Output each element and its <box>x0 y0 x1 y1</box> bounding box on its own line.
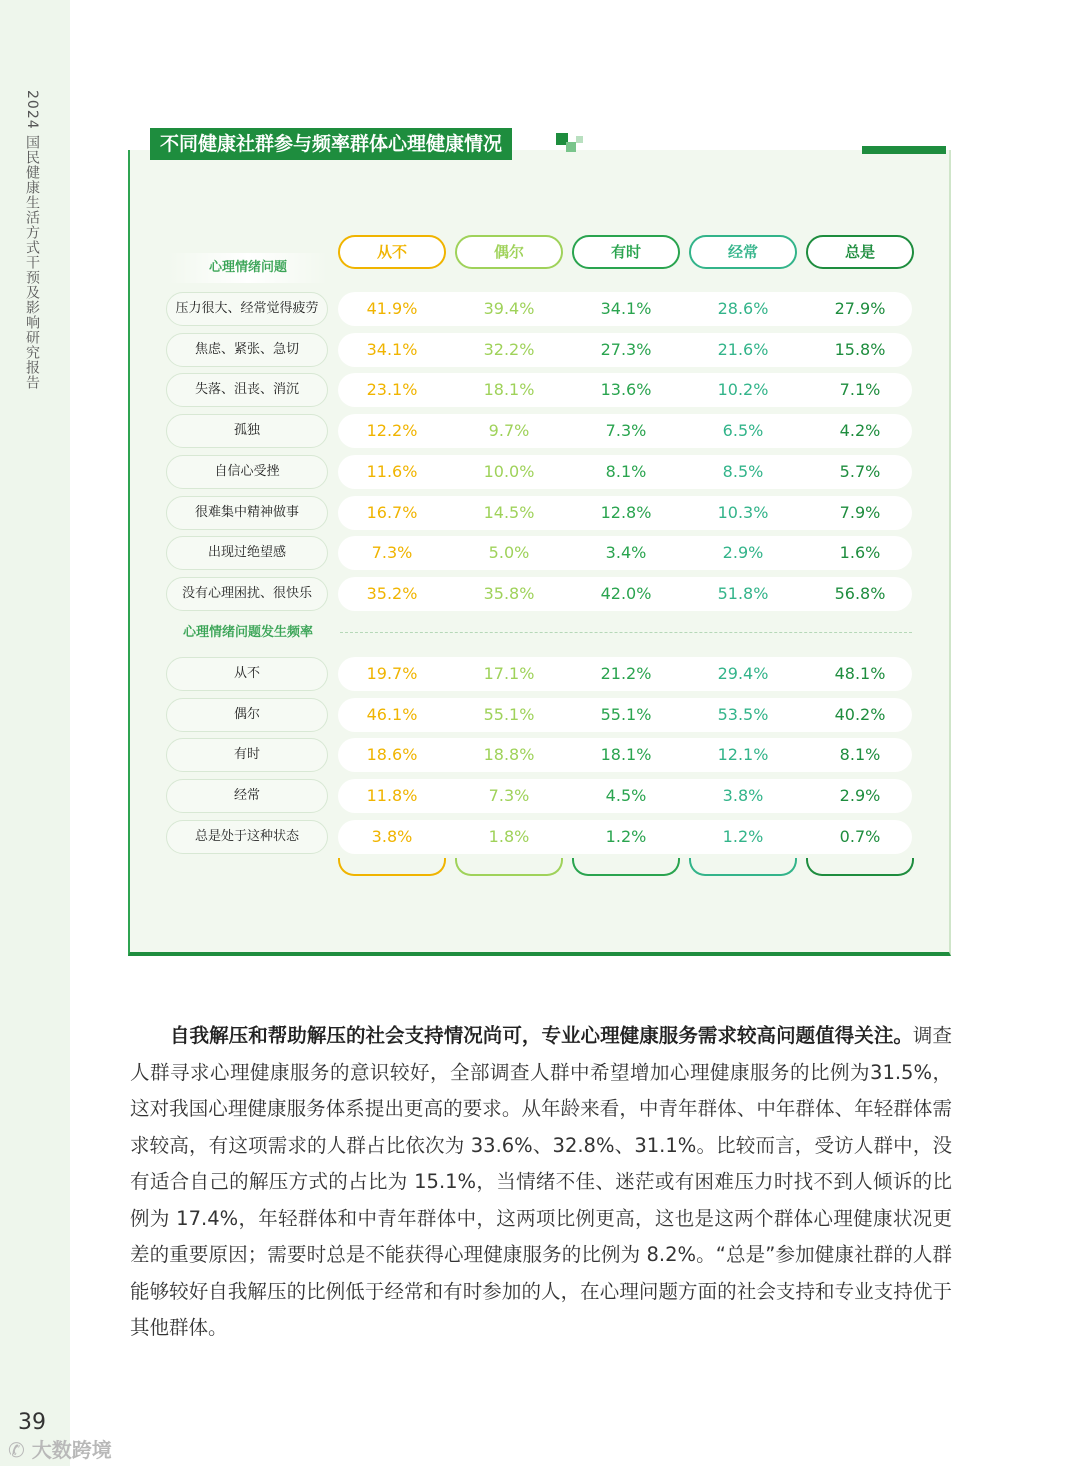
table-cell: 48.1% <box>834 664 886 683</box>
table-cell: 3.8% <box>722 786 764 806</box>
table-cell: 2.9% <box>722 543 764 563</box>
table-cell: 51.8% <box>717 583 769 603</box>
table-cell: 7.3% <box>488 786 530 806</box>
table-row <box>166 455 912 489</box>
table-cell: 35.8% <box>483 583 535 603</box>
table-row <box>166 698 912 732</box>
table-cell: 14.5% <box>483 502 535 522</box>
table-cell: 15.8% <box>834 339 886 359</box>
table-cell: 16.7% <box>366 502 418 522</box>
table-cell: 53.5% <box>717 704 769 724</box>
table-cell: 7.9% <box>839 502 881 522</box>
column-footer <box>689 858 797 876</box>
table-cell: 1.2% <box>722 826 764 846</box>
table-cell: 56.8% <box>834 583 886 603</box>
table-row <box>166 333 912 367</box>
section-label: 心理情绪问题 <box>168 253 328 283</box>
table-row <box>166 779 912 813</box>
section-divider <box>340 632 912 633</box>
row-label: 从不 <box>166 657 328 691</box>
table-cell: 46.1% <box>366 704 418 724</box>
row-label: 偶尔 <box>166 698 328 732</box>
table-cell: 7.1% <box>839 380 881 400</box>
table-cell: 2.9% <box>839 786 881 806</box>
body-text: 调查人群寻求心理健康服务的意识较好，全部调查人群中希望增加心理健康服务的比例为31.5%，这对我国心理健康服务体系提出更高的要求。从年龄来看，中青年群体、中年群体、年轻群体需求较高，有这项需求的人群占比依次为 33.6%、32.8%、31.1%。比较而言，受访人群中，没有适合自己的解压方式的占比为 15.1%，当情绪不佳、迷茫或有困难压力时找不到人倾诉的比例为 17.4%，年轻群体和中青年群体中，这两项比例更高，这也是这两个群体心理健康状况更差的重要原因；需要时总是不能获得心理健康服务的比例为 8.2%。“总是”参加健康社群的人群能够较好自我解压的比例低于经常和有时参加的人，在心理问题方面的社会支持和专业支持优于其他群体。 <box>130 1024 952 1339</box>
row-label: 有时 <box>166 738 328 772</box>
table-cell: 12.2% <box>366 421 418 441</box>
table-cell: 8.1% <box>605 461 647 481</box>
table-cell: 10.3% <box>717 502 769 522</box>
table-cell: 9.7% <box>488 421 530 441</box>
table-cell: 19.7% <box>366 664 418 683</box>
table-cell: 18.8% <box>483 745 535 765</box>
table-cell: 13.6% <box>600 380 652 400</box>
card-corner-tab <box>862 146 946 154</box>
watermark-logo-icon: ✆ <box>8 1438 32 1462</box>
row-label: 失落、沮丧、消沉 <box>166 373 328 407</box>
table-cell: 11.6% <box>366 461 418 481</box>
page-number: 39 <box>18 1410 46 1435</box>
column-header: 经常 <box>689 235 797 269</box>
table-cell: 6.5% <box>722 421 764 441</box>
table-cell: 5.0% <box>488 543 530 563</box>
watermark-text: 大数跨境 <box>31 1438 112 1462</box>
table-cell: 29.4% <box>717 664 769 683</box>
row-label: 压力很大、经常觉得疲劳 <box>166 292 328 326</box>
table-cell: 18.6% <box>366 745 418 765</box>
table-cell: 27.9% <box>834 299 886 318</box>
row-label: 出现过绝望感 <box>166 536 328 570</box>
table-cell: 10.2% <box>717 380 769 400</box>
table-row <box>166 292 912 326</box>
table-row <box>166 738 912 772</box>
table-row <box>166 577 912 611</box>
body-lead: 自我解压和帮助解压的社会支持情况尚可，专业心理健康服务需求较高问题值得关注。 <box>170 1024 913 1047</box>
table-cell: 34.1% <box>600 299 652 318</box>
table-row <box>166 536 912 570</box>
column-footer <box>338 858 446 876</box>
column-header: 从不 <box>338 235 446 269</box>
table-cell: 32.2% <box>483 339 535 359</box>
body-paragraph <box>130 1018 952 1347</box>
table-row <box>166 496 912 530</box>
table-cell: 4.5% <box>605 786 647 806</box>
row-label: 自信心受挫 <box>166 455 328 489</box>
row-label: 焦虑、紧张、急切 <box>166 333 328 367</box>
table-cell: 17.1% <box>483 664 535 683</box>
watermark <box>8 1434 112 1463</box>
table-cell: 23.1% <box>366 380 418 400</box>
table-title: 不同健康社群参与频率群体心理健康情况 <box>150 128 512 160</box>
table-row <box>166 657 912 691</box>
section-label: 心理情绪问题发生频率 <box>182 625 313 640</box>
table-cell: 21.2% <box>600 664 652 683</box>
table-cell: 39.4% <box>483 299 535 318</box>
table-cell: 35.2% <box>366 583 418 603</box>
table-cell: 7.3% <box>371 543 413 563</box>
table-cell: 42.0% <box>600 583 652 603</box>
row-label: 很难集中精神做事 <box>166 496 328 530</box>
report-title: 2024 国民健康生活方式干预及影响研究报告 <box>24 90 40 391</box>
title-deco-square-icon <box>566 142 576 152</box>
table-cell: 41.9% <box>366 299 418 318</box>
row-label: 孤独 <box>166 414 328 448</box>
table-cell: 1.8% <box>488 826 530 846</box>
row-label: 总是处于这种状态 <box>166 820 328 854</box>
table-cell: 28.6% <box>717 299 769 318</box>
column-header: 总是 <box>806 235 914 269</box>
table-cell: 7.3% <box>605 421 647 441</box>
column-footer <box>455 858 563 876</box>
column-footer <box>572 858 680 876</box>
table-cell: 34.1% <box>366 339 418 359</box>
table-cell: 55.1% <box>600 704 652 724</box>
column-footer <box>806 858 914 876</box>
table-row <box>166 414 912 448</box>
table-cell: 1.2% <box>605 826 647 846</box>
column-header: 偶尔 <box>455 235 563 269</box>
table-cell: 3.8% <box>371 826 413 846</box>
table-cell: 8.5% <box>722 461 764 481</box>
table-cell: 11.8% <box>366 786 418 806</box>
table-cell: 18.1% <box>600 745 652 765</box>
table-cell: 0.7% <box>839 826 881 846</box>
table-cell: 27.3% <box>600 339 652 359</box>
table-cell: 5.7% <box>839 461 881 481</box>
title-deco-square-icon <box>576 136 583 143</box>
table-cell: 8.1% <box>839 745 881 765</box>
table-cell: 4.2% <box>839 421 881 441</box>
table-cell: 55.1% <box>483 704 535 724</box>
table-row <box>166 373 912 407</box>
table-cell: 18.1% <box>483 380 535 400</box>
table-cell: 21.6% <box>717 339 769 359</box>
row-label: 经常 <box>166 779 328 813</box>
table-cell: 3.4% <box>605 543 647 563</box>
table-cell: 12.1% <box>717 745 769 765</box>
table-cell: 1.6% <box>839 543 881 563</box>
table-cell: 10.0% <box>483 461 535 481</box>
table-row <box>166 820 912 854</box>
table-cell: 12.8% <box>600 502 652 522</box>
column-header: 有时 <box>572 235 680 269</box>
table-cell: 40.2% <box>834 704 886 724</box>
row-label: 没有心理困扰、很快乐 <box>166 577 328 611</box>
